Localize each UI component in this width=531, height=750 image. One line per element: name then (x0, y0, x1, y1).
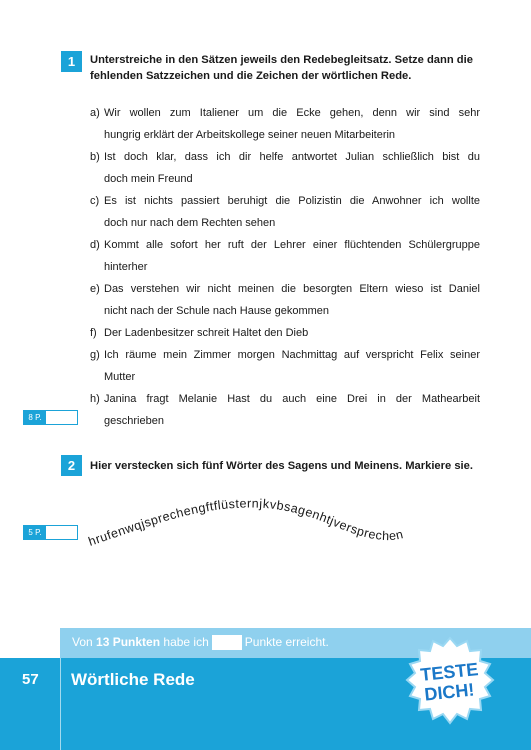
score-prefix: Von (72, 635, 97, 649)
list-item (90, 322, 480, 344)
item-line-1: Ich räume mein Zimmer morgen Nachmittag auf verspricht Felix seiner (104, 349, 480, 361)
badge-line-2: DICH! (423, 679, 476, 705)
task-1-instruction-line-1: Unterstreiche in den Sätzen jeweils den Redebegleitsatz. Setze dann die (90, 54, 473, 66)
task-1-points-field[interactable] (23, 410, 78, 425)
task-2-instruction-line: Hier verstecken sich fünf Wörter des Sagens und Meinens. Markiere sie. (90, 460, 473, 472)
item-line-1: Janina fragt Melanie Hast du auch eine Drei in der Mathearbeit (104, 393, 480, 405)
teste-dich-badge-icon (404, 636, 496, 728)
item-line-1: Der Ladenbesitzer schreit Haltet den Dieb (104, 327, 309, 339)
item-line-2: hungrig erklärt der Arbeitskollege seiner neuen Mitarbeiterin (104, 129, 396, 141)
item-line-1: Wir wollen zum Italiener um die Ecke gehen, denn wir sind sehr (104, 107, 480, 119)
item-line-1: Ist doch klar, dass ich dir helfe antwortet Julian schließlich bist du (104, 151, 480, 163)
task-2-points-label: 5 P. (24, 526, 46, 539)
item-line-2: doch nur nach dem Rechten sehen (104, 217, 276, 229)
score-suffix: Punkte erreicht. (244, 635, 329, 649)
score-middle: habe ich (160, 635, 209, 649)
item-letter: b) (90, 151, 100, 163)
score-total: 13 Punkten (96, 635, 161, 649)
list-item (90, 278, 480, 322)
list-item (90, 388, 480, 432)
item-line-1: Es ist nichts passiert beruhigt die Polizistin die Anwohner ich wollte (104, 195, 480, 207)
page-number: 57 (22, 671, 39, 688)
letter-string-text (87, 496, 405, 548)
item-line-1: Das verstehen wir nicht meinen die besorgten Eltern wieso ist Daniel (104, 283, 480, 295)
task-1-instruction-line-2: fehlenden Satzzeichen und die Zeichen der wörtlichen Rede. (90, 70, 412, 82)
task-1-instruction (90, 52, 473, 84)
item-line-2: hinterher (104, 261, 148, 273)
badge-line-1: TESTE (419, 659, 480, 686)
task-1-points-label: 8 P. (24, 411, 46, 424)
item-line-2: Mutter (104, 371, 136, 383)
item-line-2: doch mein Freund (104, 173, 193, 185)
score-input-box[interactable] (212, 635, 242, 650)
task-2-number: 2 (61, 455, 82, 476)
task-2-points-field[interactable] (23, 525, 78, 540)
item-letter: h) (90, 393, 100, 405)
list-item (90, 234, 480, 278)
curved-letter-string[interactable] (85, 490, 435, 560)
score-line (72, 635, 329, 650)
item-letter: a) (90, 107, 100, 119)
item-line-2: nicht nach der Schule nach Hause gekommen (104, 305, 330, 317)
item-letter: c) (90, 195, 100, 207)
task-2-instruction (90, 458, 473, 474)
item-letter: d) (90, 239, 100, 251)
item-letter: f) (90, 327, 97, 339)
list-item (90, 344, 480, 388)
task-1-number: 1 (61, 51, 82, 72)
item-letter: e) (90, 283, 100, 295)
list-item (90, 146, 480, 190)
list-item (90, 102, 480, 146)
letter-string-path-text: hrufenwqjsprechengftflüsternjkvbsagenhtjversprechen (86, 496, 405, 549)
footer-divider (60, 658, 61, 750)
chapter-title: Wörtliche Rede (71, 670, 195, 689)
item-line-1: Kommt alle sofort her ruft der Lehrer einer flüchtenden Schülergruppe (104, 239, 480, 251)
item-letter: g) (90, 349, 100, 361)
item-line-2: geschrieben (104, 415, 164, 427)
list-item (90, 190, 480, 234)
